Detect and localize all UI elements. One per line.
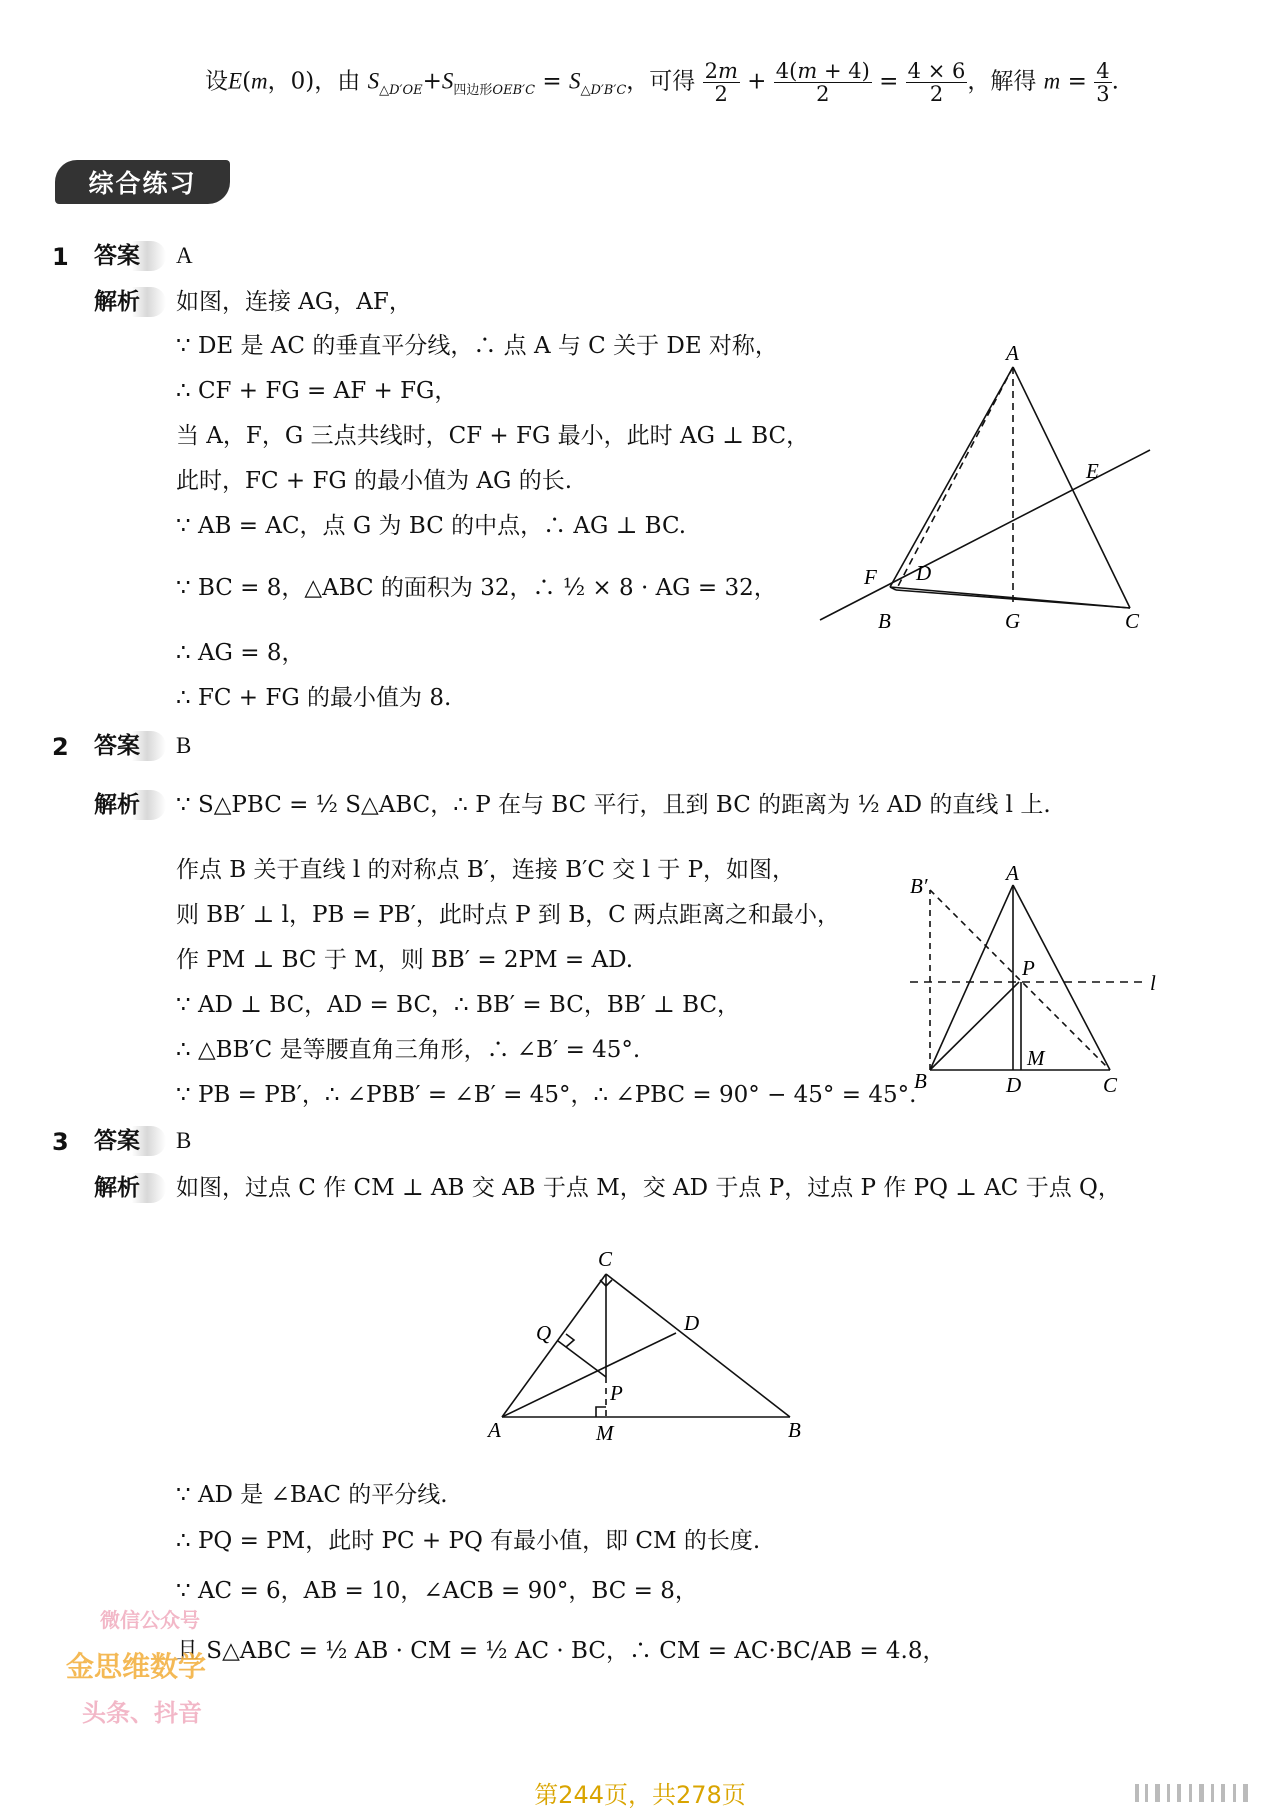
label-F: F [864,565,877,589]
answer-tag: 答案 [90,731,166,761]
q1-line: ∵ DE 是 AC 的垂直平分线，∴ 点 A 与 C 关于 DE 对称， [176,333,778,359]
answer-tag: 答案 [90,1126,166,1156]
label-C: C [1125,609,1140,633]
label-D: D [916,561,932,585]
answer-tag: 答案 [90,241,166,271]
label-B: B [788,1418,801,1442]
answer-value: B [176,733,192,758]
analysis-tag: 解析 [90,287,166,317]
analysis-tag: 解析 [90,790,166,820]
label-P: P [610,1381,623,1405]
label-D: D [1006,1073,1022,1097]
q3-line: ∴ PQ = PM，此时 PC + PQ 有最小值，即 CM 的长度. [176,1528,761,1554]
q2-line: 则 BB′ ⊥ l，PB = PB′，此时点 P 到 B，C 两点距离之和最小， [176,902,841,928]
q2-line: ∵ AD ⊥ BC，AD = BC，∴ BB′ = BC，BB′ ⊥ BC， [176,992,741,1018]
label-C: C [1103,1073,1118,1097]
label-A: A [488,1418,501,1442]
label-l: l [1150,971,1156,995]
q1-line: 此时，FC + FG 的最小值为 AG 的长. [176,468,573,494]
q2-line: ∵ S△PBC = ½ S△ABC，∴ P 在与 BC 平行，且到 BC 的距离为 ½ AD 的直线 l 上. [176,792,1051,818]
watermark-line3: 头条、抖音 [82,1699,202,1727]
label-M: M [1027,1046,1045,1070]
section-title: 综合练习 [88,169,197,198]
line-DE [820,450,1150,620]
q1-line: ∴ FC + FG 的最小值为 8. [176,685,452,711]
line-AD [502,1333,676,1417]
line-AC [502,1274,606,1417]
line-BP [930,982,1019,1070]
right-angle-Q [566,1334,574,1347]
q3-line: 如图，过点 C 作 CM ⊥ AB 交 AB 于点 M，交 AD 于点 P，过点 P 作 PQ ⊥ AC 于点 Q， [176,1175,1121,1201]
q1-line: ∴ AG = 8， [176,640,305,666]
label-B: B [878,609,891,633]
analysis-tag: 解析 [90,1173,166,1203]
question-number: 3 [52,1128,69,1156]
page-footer: 第244页，共278页 [534,1781,746,1809]
label-G: G [1005,609,1021,633]
q1-line: ∵ AB = AC，点 G 为 BC 的中点，∴ AG ⊥ BC. [176,513,687,539]
q1-line: 如图，连接 AG，AF， [176,289,412,315]
q1-line: ∵ BC = 8，△ABC 的面积为 32，∴ ½ × 8 · AG = 32， [176,575,777,601]
intro-formula: 设E(m，0)，由 $S_{\triangle D'OE}+S_{四边形OEB'C} = S_{\triangle D'B'C}$，可得 $\frac{2m}{2}$ + $\frac{4(m + 4)}{2}$ = $\frac{4 \times 6}{2}$ ，解得 m = $\frac{4}{3}$ . [205,59,1119,106]
answer-value: A [176,243,193,268]
question-number: 1 [52,243,69,271]
barcode-icon [1135,1782,1255,1804]
q3-line: 且 S△ABC = ½ AB · CM = ½ AC · BC，∴ CM = AC·BC/AB = 4.8， [176,1638,946,1664]
label-M: M [596,1421,614,1445]
line-AB [890,367,1013,587]
q2-line: 作点 B 关于直线 l 的对称点 B′，连接 B′C 交 l 于 P，如图， [176,857,796,883]
q3-figure [480,1240,820,1450]
line-AC [1013,367,1130,608]
q1-line: ∴ CF + FG = AF + FG， [176,378,458,404]
label-B: B [914,1069,927,1093]
q2-figure [900,860,1170,1100]
section-badge [55,160,230,204]
q1-line: 当 A，F，G 三点共线时，CF + FG 最小，此时 AG ⊥ BC， [176,423,810,449]
line-AF [896,367,1013,590]
watermark-line2: 金思维数学 [66,1650,207,1683]
label-A: A [1006,341,1019,365]
label-C: C [598,1247,613,1271]
label-A: A [1006,861,1019,885]
q2-line: ∴ △BB′C 是等腰直角三角形，∴ ∠B′ = 45°. [176,1037,641,1063]
q3-line: ∵ AD 是 ∠BAC 的平分线. [176,1482,448,1508]
q2-line: 作 PM ⊥ BC 于 M，则 BB′ = 2PM = AD. [176,947,634,973]
q1-figure [810,340,1160,640]
answer-value: B [176,1128,192,1153]
line-PQ [558,1341,606,1377]
line-CB [606,1274,790,1417]
label-Q: Q [536,1321,552,1345]
label-P: P [1022,956,1035,980]
label-D: D [684,1311,700,1335]
line-AB [930,885,1013,1070]
q3-line: ∵ AC = 6，AB = 10，∠ACB = 90°，BC = 8， [176,1578,698,1604]
label-Bp: B′ [910,874,928,898]
q2-line: ∵ PB = PB′，∴ ∠PBB′ = ∠B′ = 45°，∴ ∠PBC = 90° − 45° = 45°. [176,1082,917,1108]
watermark-line1: 微信公众号 [100,1608,200,1632]
right-angle-M [596,1407,606,1417]
label-E: E [1086,459,1099,483]
question-number: 2 [52,733,69,761]
